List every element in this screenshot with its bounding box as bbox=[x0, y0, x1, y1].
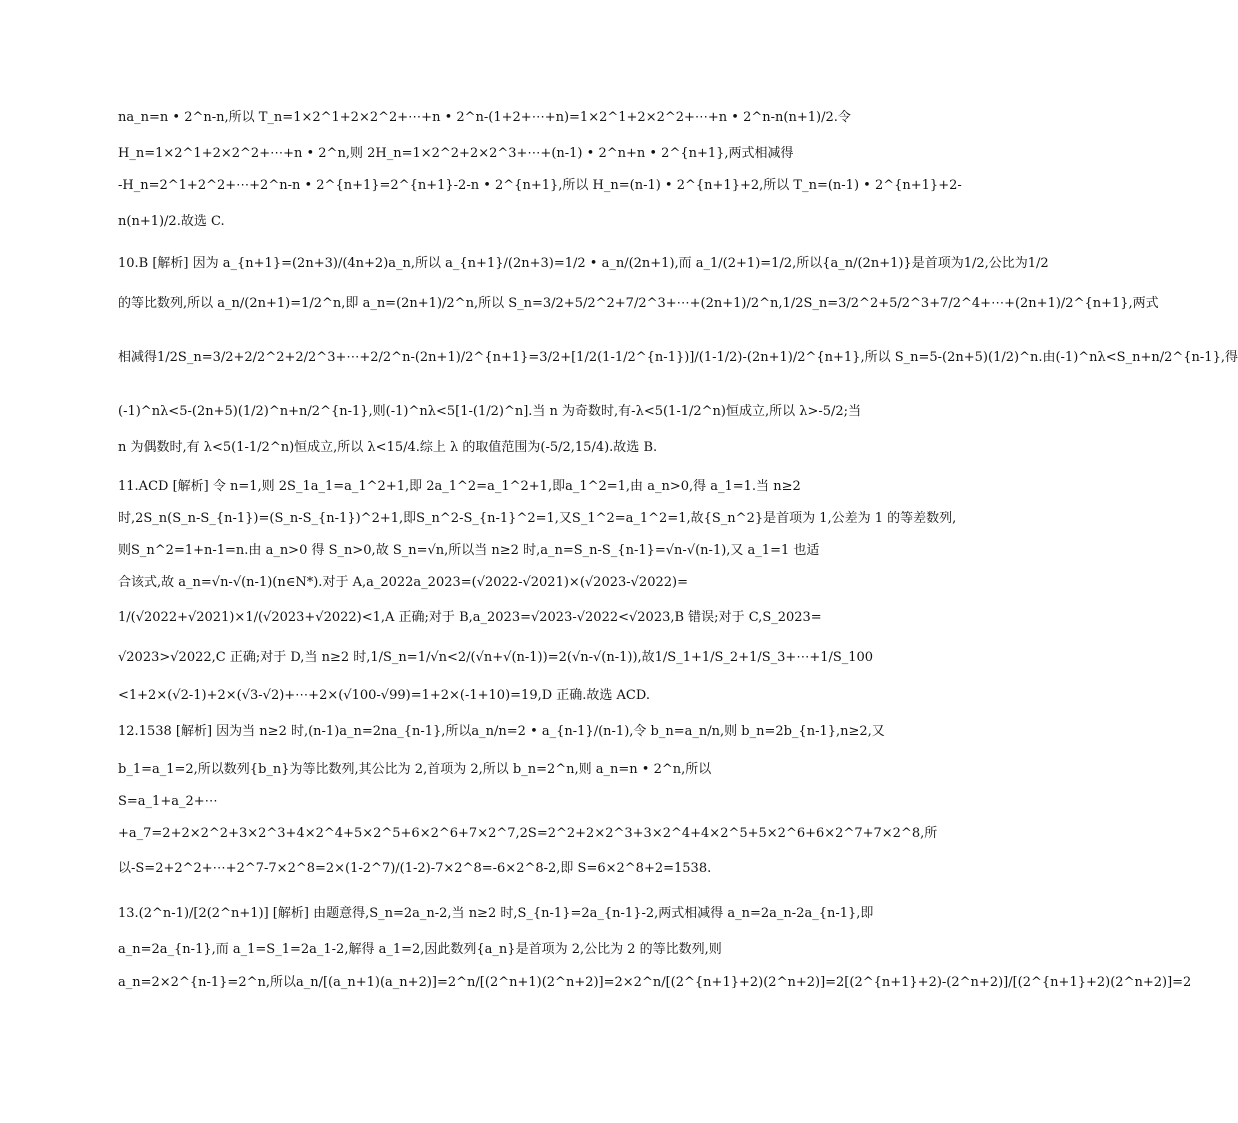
text-line: -H_n=2^1+2^2+⋯+2^n-n • 2^{n+1}=2^{n+1}-2-n • 2^{n+1},所以 H_n=(n-1) • 2^{n+1}+2,所以 T_n=(n-1) • 2^{n+1}+2- bbox=[118, 178, 962, 193]
text-line: <1+2×(√2-1)+2×(√3-√2)+⋯+2×(√100-√99)=1+2×(-1+10)=19,D 正确.故选 ACD. bbox=[118, 688, 650, 703]
text-line: n 为偶数时,有 λ<5(1-1/2^n)恒成立,所以 λ<15/4.综上 λ 的取值范围为(-5/2,15/4).故选 B. bbox=[118, 440, 658, 455]
text-line: 以-S=2+2^2+⋯+2^7-7×2^8=2×(1-2^7)/(1-2)-7×2^8=-6×2^8-2,即 S=6×2^8+2=1538. bbox=[118, 861, 712, 876]
text-line: 合该式,故 a_n=√n-√(n-1)(n∈N*).对于 A,a_2022a_2023=(√2022-√2021)×(√2023-√2022)= bbox=[118, 575, 688, 590]
text-line: n(n+1)/2.故选 C. bbox=[118, 214, 225, 229]
text-line: 相减得1/2S_n=3/2+2/2^2+2/2^3+⋯+2/2^n-(2n+1)/2^{n+1}=3/2+[1/2(1-1/2^{n-1})]/(1-1/2)-(2n+1)/2^{n+1},所以 S_n=5-(2n+5)(1/2)^n.由(-1)^nλ<S_n+n/2^{n-1},得 bbox=[118, 350, 1238, 365]
text-line: 则S_n^2=1+n-1=n.由 a_n>0 得 S_n>0,故 S_n=√n,所以当 n≥2 时,a_n=S_n-S_{n-1}=√n-√(n-1),又 a_1=1 也适 bbox=[118, 543, 820, 558]
text-line: na_n=n • 2^n-n,所以 T_n=1×2^1+2×2^2+⋯+n • 2^n-(1+2+⋯+n)=1×2^1+2×2^2+⋯+n • 2^n-n(n+1)/2.令 bbox=[118, 110, 851, 125]
text-line: (-1)^nλ<5-(2n+5)(1/2)^n+n/2^{n-1},则(-1)^nλ<5[1-(1/2)^n].当 n 为奇数时,有-λ<5(1-1/2^n)恒成立,所以 λ>-5/2;当 bbox=[118, 404, 862, 419]
text-line: 11.ACD [解析] 令 n=1,则 2S_1a_1=a_1^2+1,即 2a_1^2=a_1^2+1,即a_1^2=1,由 a_n>0,得 a_1=1.当 n≥2 bbox=[118, 479, 801, 494]
text-line: 1/(√2022+√2021)×1/(√2023+√2022)<1,A 正确;对于 B,a_2023=√2023-√2022<√2023,B 错误;对于 C,S_2023= bbox=[118, 610, 822, 625]
text-line: 时,2S_n(S_n-S_{n-1})=(S_n-S_{n-1})^2+1,即S_n^2-S_{n-1}^2=1,又S_1^2=a_1^2=1,故{S_n^2}是首项为 1,公差为 1 的等差数列, bbox=[118, 511, 957, 526]
text-line: S=a_1+a_2+⋯ bbox=[118, 794, 218, 809]
text-line: +a_7=2+2×2^2+3×2^3+4×2^4+5×2^5+6×2^6+7×2^7,2S=2^2+2×2^3+3×2^4+4×2^5+5×2^6+6×2^7+7×2^8,所 bbox=[118, 826, 938, 841]
text-line: a_n=2a_{n-1},而 a_1=S_1=2a_1-2,解得 a_1=2,因此数列{a_n}是首项为 2,公比为 2 的等比数列,则 bbox=[118, 942, 722, 957]
text-line: 13.(2^n-1)/[2(2^n+1)] [解析] 由题意得,S_n=2a_n-2,当 n≥2 时,S_{n-1}=2a_{n-1}-2,两式相减得 a_n=2a_n-2a_{n-1},即 bbox=[118, 906, 874, 921]
text-line: √2023>√2022,C 正确;对于 D,当 n≥2 时,1/S_n=1/√n<2/(√n+√(n-1))=2(√n-√(n-1)),故1/S_1+1/S_2+1/S_3+⋯+1/S_100 bbox=[118, 650, 874, 665]
text-line: 10.B [解析] 因为 a_{n+1}=(2n+3)/(4n+2)a_n,所以 a_{n+1}/(2n+3)=1/2 • a_n/(2n+1),而 a_1/(2+1)=1/2,所以{a_n/(2n+1)}是首项为1/2,公比为1/2 bbox=[118, 256, 1049, 271]
text-line: 的等比数列,所以 a_n/(2n+1)=1/2^n,即 a_n=(2n+1)/2^n,所以 S_n=3/2+5/2^2+7/2^3+⋯+(2n+1)/2^n,1/2S_n=3/2^2+5/2^3+7/2^4+⋯+(2n+1)/2^{n+1},两式 bbox=[118, 296, 1159, 311]
text-line: H_n=1×2^1+2×2^2+⋯+n • 2^n,则 2H_n=1×2^2+2×2^3+⋯+(n-1) • 2^n+n • 2^{n+1},两式相减得 bbox=[118, 146, 794, 161]
text-line: a_n=2×2^{n-1}=2^n,所以a_n/[(a_n+1)(a_n+2)]=2^n/[(2^n+1)(2^n+2)]=2×2^n/[(2^{n+1}+2)(2^n+2)]=2[(2^{n+1}+2)-(2^n+2)]/[(2^{n+1}+2)(2^n+2)]=2 bbox=[118, 975, 1192, 990]
text-line: b_1=a_1=2,所以数列{b_n}为等比数列,其公比为 2,首项为 2,所以 b_n=2^n,则 a_n=n • 2^n,所以 bbox=[118, 762, 712, 777]
text-line: 12.1538 [解析] 因为当 n≥2 时,(n-1)a_n=2na_{n-1},所以a_n/n=2 • a_{n-1}/(n-1),令 b_n=a_n/n,则 b_n=2b_{n-1},n≥2,又 bbox=[118, 724, 885, 739]
